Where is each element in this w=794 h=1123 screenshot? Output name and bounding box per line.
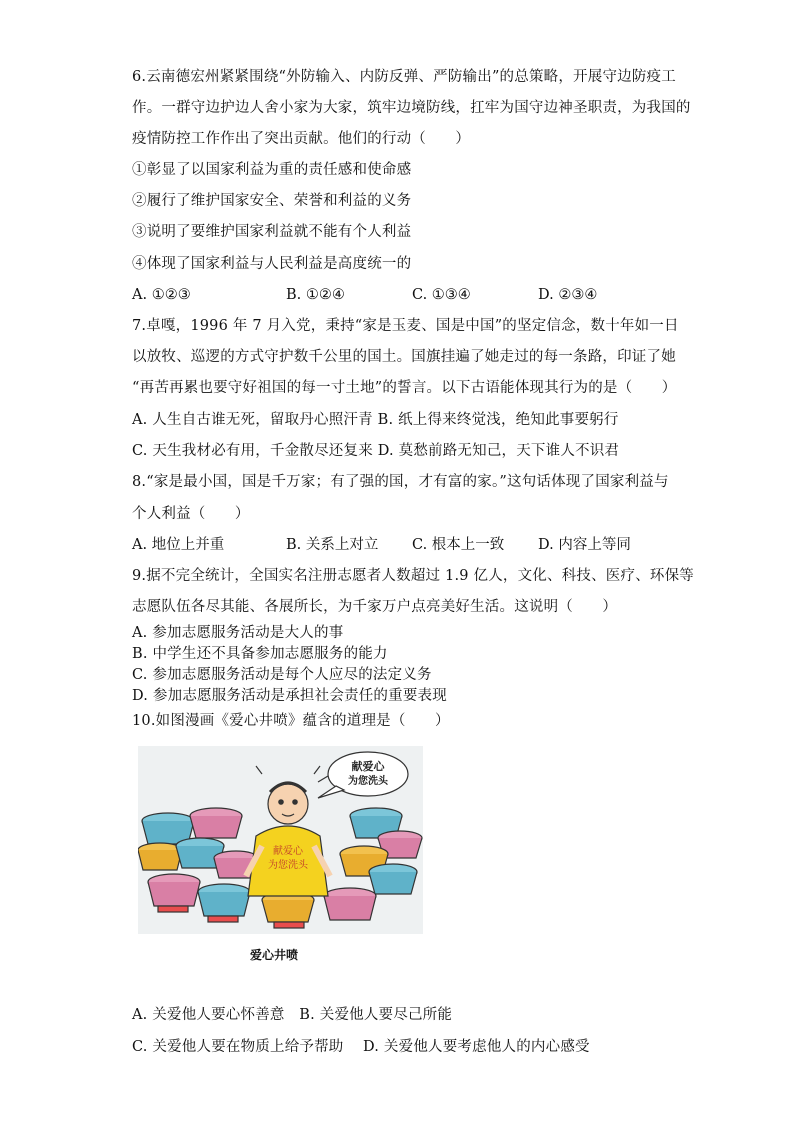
q6-stem-line-2: 作。一群守边护边人舍小家为大家，筑牢边境防线，扛牢为国守边神圣职责，为我国的: [132, 100, 691, 116]
cartoon-caption: 爱心井喷: [250, 948, 299, 962]
q9-option-b: B. 中学生还不具备参加志愿服务的能力: [132, 646, 388, 662]
q8-stem-line-1: 8.“家是最小国，国是千万家；有了强的国，才有富的家。”这句话体现了国家利益与: [132, 474, 669, 490]
q6-item-2: ②履行了维护国家安全、荣誉和利益的义务: [132, 193, 412, 209]
bib-text-line-2: 为您洗头: [268, 860, 308, 871]
q6-stem-line-1: 6.云南德宏州紧紧围绕“外防输入、内防反弹、严防输出”的总策略，开展守边防疫工: [132, 69, 676, 85]
q9-option-a: A. 参加志愿服务活动是大人的事: [132, 625, 344, 641]
q6-item-4: ④体现了国家利益与人民利益是高度统一的: [132, 256, 412, 272]
q10-options-cd: C. 关爱他人要在物质上给予帮助 D. 关爱他人要考虑他人的内心感受: [132, 1039, 590, 1055]
q10-options-ab: A. 关爱他人要心怀善意 B. 关爱他人要尽己所能: [132, 1007, 453, 1023]
q9-option-d: D. 参加志愿服务活动是承担社会责任的重要表现: [132, 688, 447, 704]
q7-stem-line-3: “再苦再累也要守好祖国的每一寸土地”的誓言。以下古语能体现其行为的是（ ）: [132, 380, 677, 396]
q6-item-3: ③说明了要维护国家利益就不能有个人利益: [132, 224, 412, 240]
cartoon-illustration: [138, 746, 423, 934]
q7-options-ab: A. 人生自古谁无死，留取丹心照汗青 B. 纸上得来终觉浅，绝知此事要躬行: [132, 412, 619, 428]
q8-option-c: C. 根本上一致: [412, 537, 505, 553]
q7-stem-line-2: 以放牧、巡逻的方式守护数千公里的国土。国旗挂遍了她走过的每一条路，印证了她: [132, 349, 676, 365]
q6-option-c: C. ①③④: [412, 287, 471, 303]
bib-text-line-1: 献爱心: [273, 846, 303, 857]
q8-option-b: B. 关系上对立: [286, 537, 379, 553]
q6-option-b: B. ①②④: [286, 287, 345, 303]
q9-stem-line-1: 9.据不完全统计，全国实名注册志愿者人数超过 1.9 亿人，文化、科技、医疗、环保等: [132, 568, 695, 584]
q6-option-d: D. ②③④: [538, 287, 598, 303]
q6-item-1: ①彰显了以国家利益为重的责任感和使命感: [132, 162, 412, 178]
cartoon-drawing: [138, 746, 423, 934]
q6-option-a: A. ①②③: [132, 287, 191, 303]
speech-bubble-line-1: 献爱心: [351, 760, 385, 773]
q9-stem-line-2: 志愿队伍各尽其能、各展所长，为千家万户点亮美好生活。这说明（ ）: [132, 599, 618, 615]
q10-stem: 10.如图漫画《爱心井喷》蕴含的道理是（ ）: [132, 713, 450, 729]
q8-stem-line-2: 个人利益（ ）: [132, 506, 250, 522]
speech-bubble-line-2: 为您洗头: [348, 776, 388, 787]
q9-option-c: C. 参加志愿服务活动是每个人应尽的法定义务: [132, 667, 432, 683]
q6-stem-line-3: 疫情防控工作作出了突出贡献。他们的行动（ ）: [132, 131, 471, 147]
q7-stem-line-1: 7.卓嘎，1996 年 7 月入党，秉持“家是玉麦、国是中国”的坚定信念，数十年如一日: [132, 318, 679, 334]
q8-option-a: A. 地位上并重: [132, 537, 225, 553]
q8-option-d: D. 内容上等同: [538, 537, 631, 553]
q7-options-cd: C. 天生我材必有用，千金散尽还复来 D. 莫愁前路无知己，天下谁人不识君: [132, 443, 620, 459]
